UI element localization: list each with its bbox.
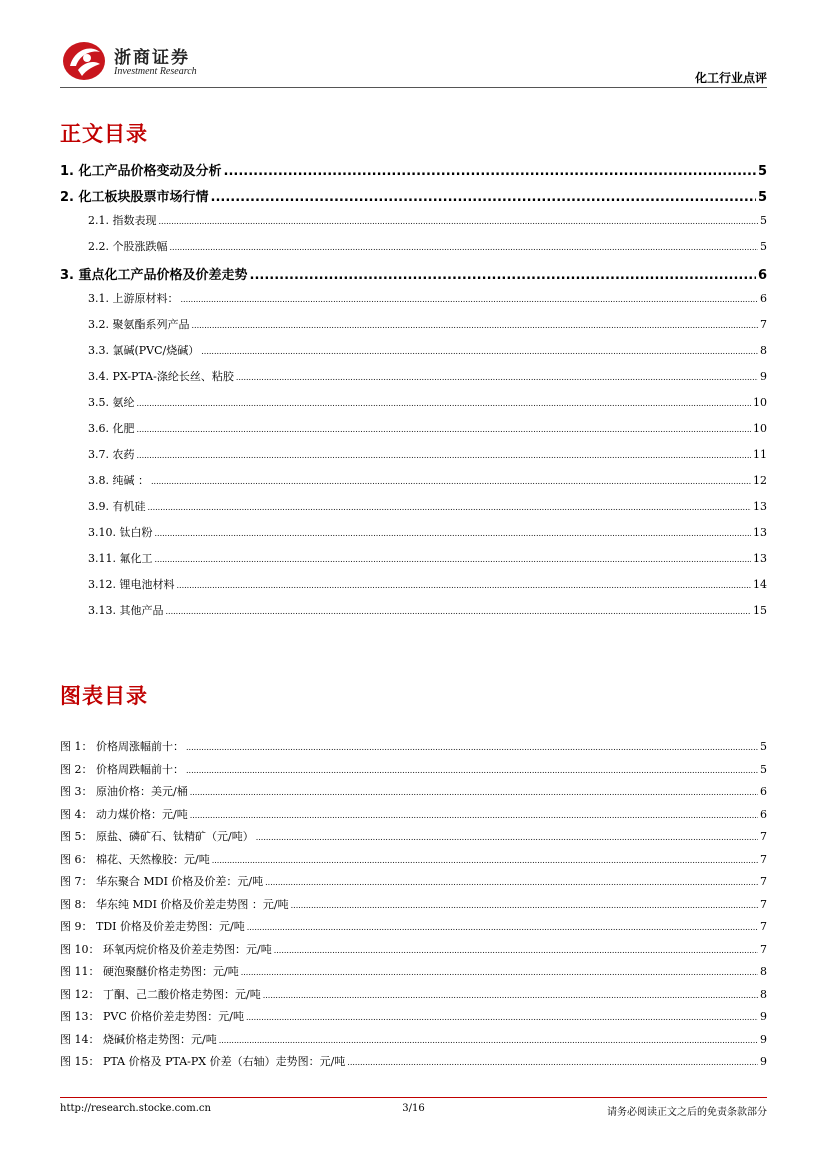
dot-leader bbox=[166, 604, 752, 617]
dot-leader bbox=[347, 1055, 758, 1068]
toc-entry-page: 5 bbox=[760, 240, 767, 253]
toc-entry[interactable] bbox=[60, 394, 767, 420]
toc-entry-page: 8 bbox=[760, 344, 767, 357]
figure-entry[interactable] bbox=[60, 738, 767, 761]
figure-entry[interactable] bbox=[60, 806, 767, 829]
figure-entry[interactable] bbox=[60, 963, 767, 986]
figure-entry-page: 7 bbox=[760, 920, 767, 933]
dot-leader bbox=[181, 292, 759, 305]
dot-leader bbox=[170, 240, 759, 253]
toc-entry-label: 2.2. 个股涨跌幅 bbox=[88, 240, 168, 253]
toc-entry-label: 3.7. 农药 bbox=[88, 448, 135, 461]
figure-entry-label: 图 12： 丁酮、己二酸价格走势图：元/吨 bbox=[60, 987, 261, 1001]
toc-entry[interactable] bbox=[60, 238, 767, 264]
toc-entry[interactable] bbox=[60, 212, 767, 238]
toc-entry-label: 1. 化工产品价格变动及分析 bbox=[60, 164, 222, 179]
dot-leader bbox=[236, 370, 758, 383]
dot-leader bbox=[246, 1010, 758, 1023]
toc-entry-page: 15 bbox=[753, 604, 767, 617]
dot-leader bbox=[219, 1033, 758, 1046]
dot-leader bbox=[211, 190, 756, 205]
toc-entry-label: 3.3. 氯碱(PVC/烧碱） bbox=[88, 344, 200, 357]
dot-leader bbox=[155, 552, 752, 565]
page-number: 3/16 bbox=[402, 1103, 425, 1114]
figure-entry-label: 图 15： PTA 价格及 PTA-PX 价差（右轴）走势图：元/吨 bbox=[60, 1055, 346, 1068]
toc-entry[interactable] bbox=[60, 602, 767, 628]
toc-entry-page: 13 bbox=[753, 552, 767, 565]
toc-entry-label: 3.11. 氟化工 bbox=[88, 552, 153, 565]
header-divider bbox=[60, 87, 767, 88]
figure-entry-label: 图 10： 环氧丙烷价格及价差走势图：元/吨 bbox=[60, 942, 272, 956]
brand-logo-icon bbox=[60, 36, 108, 84]
dot-leader bbox=[263, 988, 758, 1001]
toc-entry-label: 3.9. 有机硅 bbox=[88, 500, 146, 513]
figure-entry[interactable] bbox=[60, 1053, 767, 1076]
figure-entry-page: 9 bbox=[760, 1032, 767, 1046]
toc-entry-page: 10 bbox=[753, 396, 767, 409]
dot-leader bbox=[241, 965, 758, 978]
figure-entry-label: 图 5： 原盐、磷矿石、钛精矿（元/吨） bbox=[60, 830, 254, 843]
toc-entry-label: 3.4. PX-PTA-涤纶长丝、粘胶 bbox=[88, 370, 234, 383]
figure-entry-label: 图 7： 华东聚合 MDI 价格及价差：元/吨 bbox=[60, 875, 264, 888]
page-header bbox=[60, 36, 767, 88]
list-of-figures bbox=[60, 738, 767, 1076]
figure-entry-label: 图 8： 华东纯 MDI 价格及价差走势图 ：元/吨 bbox=[60, 897, 289, 911]
dot-leader bbox=[192, 318, 759, 331]
toc-entry-label: 3.1. 上游原材料： bbox=[88, 292, 179, 305]
figure-entry[interactable] bbox=[60, 828, 767, 851]
figure-entry-label: 图 2： 价格周跌幅前十： bbox=[60, 762, 184, 776]
figure-entry-label: 图 6： 棉花、天然橡胶：元/吨 bbox=[60, 852, 210, 866]
dot-leader bbox=[224, 164, 756, 179]
dot-leader bbox=[137, 396, 752, 409]
figure-entry-page: 9 bbox=[760, 1010, 767, 1023]
dot-leader bbox=[247, 920, 758, 933]
dot-leader bbox=[137, 448, 752, 461]
footer-divider bbox=[60, 1097, 767, 1098]
toc-entry-label: 3.10. 钛白粉 bbox=[88, 526, 153, 539]
dot-leader bbox=[201, 344, 758, 357]
figure-entry[interactable] bbox=[60, 986, 767, 1009]
figure-entry-page: 9 bbox=[760, 1055, 767, 1068]
figure-entry-page: 6 bbox=[760, 785, 767, 798]
toc-entry-label: 2.1. 指数表现 bbox=[88, 214, 157, 227]
toc-entry-page: 5 bbox=[757, 190, 767, 205]
figure-entry-label: 图 9： TDI 价格及价差走势图：元/吨 bbox=[60, 920, 245, 933]
toc-entry-page: 5 bbox=[760, 214, 767, 227]
toc-entry-label: 3.8. 纯碱 ： bbox=[88, 474, 149, 487]
toc-entry-page: 13 bbox=[753, 500, 767, 513]
toc-entry-page: 13 bbox=[753, 526, 767, 539]
toc-entry-label: 3.5. 氨纶 bbox=[88, 396, 135, 409]
figure-entry-label: 图 11： 硬泡聚醚价格走势图：元/吨 bbox=[60, 965, 239, 978]
figure-entry-page: 6 bbox=[760, 807, 767, 821]
footer-url[interactable]: http://research.stocke.com.cn bbox=[60, 1103, 211, 1114]
figure-entry-label: 图 3： 原油价格：美元/桶 bbox=[60, 785, 188, 798]
toc-entry-page: 11 bbox=[753, 448, 767, 461]
toc-entry-page: 5 bbox=[757, 164, 767, 179]
brand-name-cn: 浙商证券 bbox=[114, 48, 190, 68]
footer-disclaimer: 请务必阅读正文之后的免责条款部分 bbox=[607, 1107, 767, 1118]
dot-leader bbox=[265, 875, 758, 888]
toc-entry-label: 3. 重点化工产品价格及价差走势 bbox=[60, 268, 248, 283]
dot-leader bbox=[148, 500, 752, 513]
toc-entry[interactable] bbox=[60, 498, 767, 524]
figure-entry-page: 7 bbox=[760, 852, 767, 866]
dot-leader bbox=[190, 808, 758, 821]
toc-entry-page: 10 bbox=[753, 422, 767, 435]
figure-entry-page: 7 bbox=[760, 897, 767, 911]
dot-leader bbox=[186, 740, 758, 753]
figure-entry-page: 8 bbox=[760, 987, 767, 1001]
toc-entry[interactable] bbox=[60, 420, 767, 446]
table-of-contents bbox=[60, 160, 767, 628]
figure-entry[interactable] bbox=[60, 1031, 767, 1054]
toc-entry-page: 7 bbox=[760, 318, 767, 331]
toc-entry-page: 12 bbox=[753, 474, 767, 487]
figure-entry-page: 5 bbox=[760, 762, 767, 776]
toc-entry-label: 3.12. 锂电池材料 bbox=[88, 578, 175, 591]
figure-entry[interactable] bbox=[60, 896, 767, 919]
dot-leader bbox=[155, 526, 752, 539]
dot-leader bbox=[159, 214, 759, 227]
dot-leader bbox=[190, 785, 758, 798]
toc-entry-page: 14 bbox=[753, 578, 767, 591]
dot-leader bbox=[291, 898, 758, 911]
toc-entry[interactable] bbox=[60, 342, 767, 368]
figure-entry[interactable] bbox=[60, 918, 767, 941]
toc-entry-label: 3.2. 聚氨酯系列产品 bbox=[88, 318, 190, 331]
toc-entry[interactable] bbox=[60, 550, 767, 576]
figure-entry-page: 7 bbox=[760, 875, 767, 888]
toc-entry-page: 9 bbox=[760, 370, 767, 383]
toc-entry-page: 6 bbox=[757, 268, 767, 283]
figure-entry-label: 图 1： 价格周涨幅前十： bbox=[60, 740, 184, 753]
figure-entry-label: 图 4： 动力煤价格：元/吨 bbox=[60, 807, 188, 821]
dot-leader bbox=[137, 422, 752, 435]
toc-entry-label: 2. 化工板块股票市场行情 bbox=[60, 190, 209, 205]
figure-entry[interactable] bbox=[60, 851, 767, 874]
toc-entry-page: 6 bbox=[760, 292, 767, 305]
figure-entry-label: 图 14： 烧碱价格走势图：元/吨 bbox=[60, 1032, 217, 1046]
figure-entry[interactable] bbox=[60, 941, 767, 964]
toc-entry-label: 3.6. 化肥 bbox=[88, 422, 135, 435]
dot-leader bbox=[212, 853, 758, 866]
toc-entry[interactable] bbox=[60, 160, 767, 186]
toc-entry[interactable] bbox=[60, 576, 767, 602]
dot-leader bbox=[256, 830, 758, 843]
figure-entry[interactable] bbox=[60, 761, 767, 784]
toc-entry[interactable] bbox=[60, 368, 767, 394]
figures-title: 图表目录 bbox=[60, 684, 148, 708]
toc-entry[interactable] bbox=[60, 446, 767, 472]
figure-entry-label: 图 13： PVC 价格价差走势图：元/吨 bbox=[60, 1010, 244, 1023]
dot-leader bbox=[186, 763, 758, 776]
figure-entry[interactable] bbox=[60, 1008, 767, 1031]
dot-leader bbox=[274, 943, 758, 956]
dot-leader bbox=[250, 268, 756, 283]
toc-entry[interactable] bbox=[60, 186, 767, 212]
toc-entry[interactable] bbox=[60, 264, 767, 290]
toc-entry[interactable] bbox=[60, 290, 767, 316]
toc-entry-label: 3.13. 其他产品 bbox=[88, 604, 164, 617]
toc-entry[interactable] bbox=[60, 472, 767, 498]
figure-entry-page: 5 bbox=[760, 740, 767, 753]
figure-entry[interactable] bbox=[60, 873, 767, 896]
figure-entry-page: 7 bbox=[760, 830, 767, 843]
figure-entry-page: 8 bbox=[760, 965, 767, 978]
brand-name-en: Investment Research bbox=[114, 66, 197, 77]
toc-title: 正文目录 bbox=[60, 122, 148, 146]
report-type: 化工行业点评 bbox=[694, 71, 767, 85]
figure-entry-page: 7 bbox=[760, 942, 767, 956]
toc-entry[interactable] bbox=[60, 316, 767, 342]
figure-entry[interactable] bbox=[60, 783, 767, 806]
dot-leader bbox=[151, 474, 751, 487]
toc-entry[interactable] bbox=[60, 524, 767, 550]
dot-leader bbox=[177, 578, 752, 591]
